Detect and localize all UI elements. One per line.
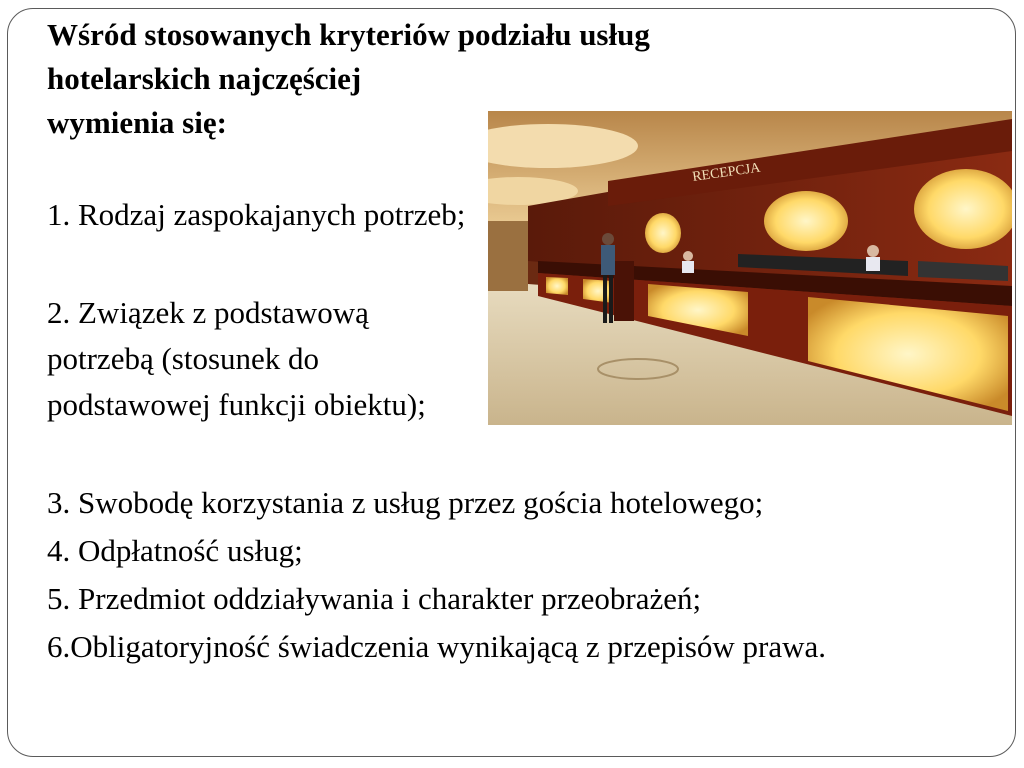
criterion-item: 1. Rodzaj zaspokajanych potrzeb; [47, 197, 466, 232]
reception-illustration [488, 111, 1012, 425]
receptionist-figure [682, 261, 694, 273]
guest-figure [609, 275, 613, 323]
criterion-item: 3. Swobodę korzystania z usług przez gościa hotelowego; [47, 485, 764, 520]
hotel-reception-photo [488, 111, 1012, 425]
criterion-item: 5. Przedmiot oddziaływania i charakter przeobrażeń; [47, 581, 702, 616]
criterion-item: 6.Obligatoryjność świadczenia wynikającą z przepisów prawa. [47, 629, 827, 664]
wall-light [645, 213, 681, 253]
guest-figure [602, 233, 614, 245]
heading-line: hotelarskich najczęściej [47, 61, 362, 96]
heading-line: wymienia się: [47, 105, 227, 140]
counter-pillar [614, 261, 634, 321]
criterion-item: 2. Związek z podstawową potrzebą (stosunek do podstawowej funkcji obiektu); [47, 295, 426, 422]
receptionist-figure [683, 251, 693, 261]
counter-panel [546, 277, 568, 295]
guest-figure [603, 275, 607, 323]
receptionist-figure [867, 245, 879, 257]
corridor [488, 221, 528, 291]
guest-figure [601, 245, 615, 275]
reception-sign: RECEPCJA [691, 160, 762, 185]
counter-panel [583, 279, 613, 303]
heading-line: Wśród stosowanych kryteriów podziału usług [47, 17, 650, 52]
receptionist-figure [866, 257, 880, 271]
wall-light [764, 191, 848, 251]
criterion-item: 4. Odpłatność usług; [47, 533, 303, 568]
